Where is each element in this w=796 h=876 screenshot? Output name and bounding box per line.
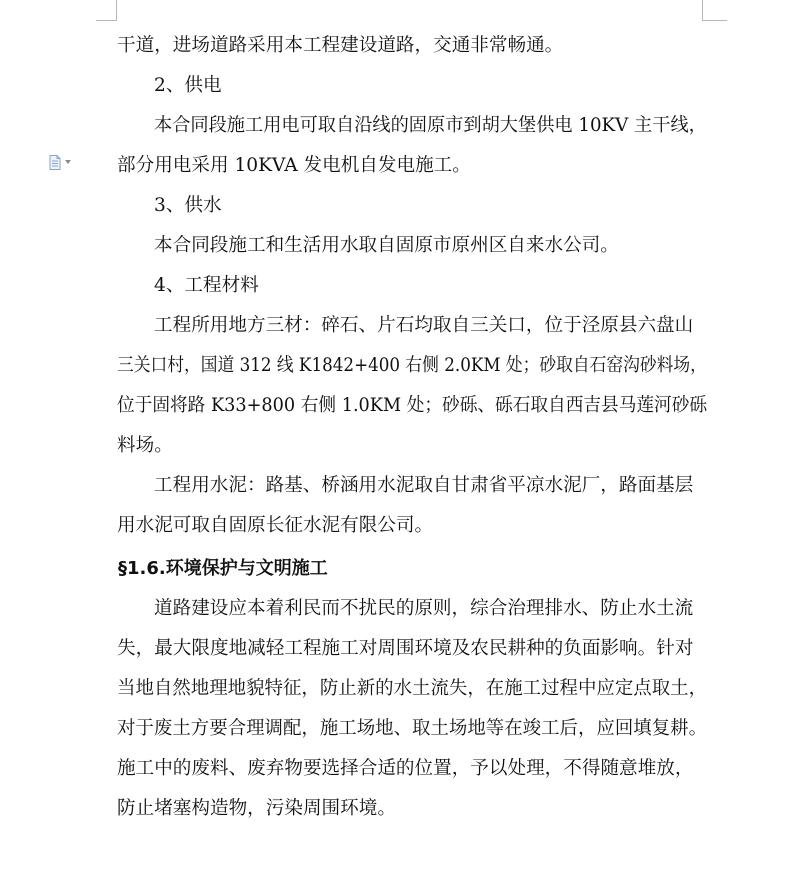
paragraph-line: 干道，进场道路采用本工程建设道路，交通非常畅通。 bbox=[117, 35, 564, 56]
paragraph-line: 道路建设应本着利民而不扰民的原则，综合治理排水、防止水土流 bbox=[154, 598, 694, 619]
paragraph-line: 三关口村，国道 312 线 K1842+400 右侧 2.0KM 处；砂取自石窑沟砂料场， bbox=[117, 355, 707, 376]
paragraph-line: 防止堵塞构造物，污染周围环境。 bbox=[117, 798, 396, 819]
paragraph-line: 工程所用地方三材：碎石、片石均取自三关口，位于泾原县六盘山 bbox=[154, 315, 694, 336]
section-heading-materials: 4、工程材料 bbox=[154, 275, 259, 296]
section-heading-water: 3、供水 bbox=[154, 195, 222, 216]
paragraph-options-button[interactable] bbox=[49, 153, 79, 171]
paragraph-line: 工程用水泥：路基、桥涵用水泥取自甘肃省平凉水泥厂，路面基层 bbox=[154, 475, 694, 496]
paragraph-line: 料场。 bbox=[117, 435, 173, 456]
paragraph-line: 部分用电采用 10KVA 发电机自发电施工。 bbox=[117, 155, 471, 176]
chevron-down-icon bbox=[65, 160, 71, 164]
paragraph-line: 施工中的废料、废弃物要选择合适的位置，予以处理，不得随意堆放， bbox=[117, 758, 694, 779]
document-icon bbox=[49, 155, 61, 170]
paragraph-line: 失，最大限度地减轻工程施工对周围环境及农民耕种的负面影响。针对 bbox=[117, 638, 694, 659]
crop-mark-top-left bbox=[96, 0, 117, 21]
crop-mark-top-right bbox=[702, 0, 727, 21]
section-title: §1.6.环境保护与文明施工 bbox=[118, 558, 328, 579]
paragraph-line: 本合同段施工用电可取自沿线的固原市到胡大堡供电 10KV 主干线， bbox=[154, 115, 707, 136]
paragraph-line: 用水泥可取自固原长征水泥有限公司。 bbox=[117, 515, 434, 536]
paragraph-line: 位于固将路 K33+800 右侧 1.0KM 处；砂砾、砾石取自西吉县马莲河砂砾 bbox=[117, 395, 708, 416]
paragraph-line: 本合同段施工和生活用水取自固原市原州区自来水公司。 bbox=[154, 235, 619, 256]
section-heading-power: 2、供电 bbox=[154, 75, 222, 96]
paragraph-line: 对于废土方要合理调配，施工场地、取土场地等在竣工后，应回填复耕。 bbox=[117, 718, 708, 739]
paragraph-line: 当地自然地理地貌特征，防止新的水土流失，在施工过程中应定点取土， bbox=[117, 678, 708, 699]
